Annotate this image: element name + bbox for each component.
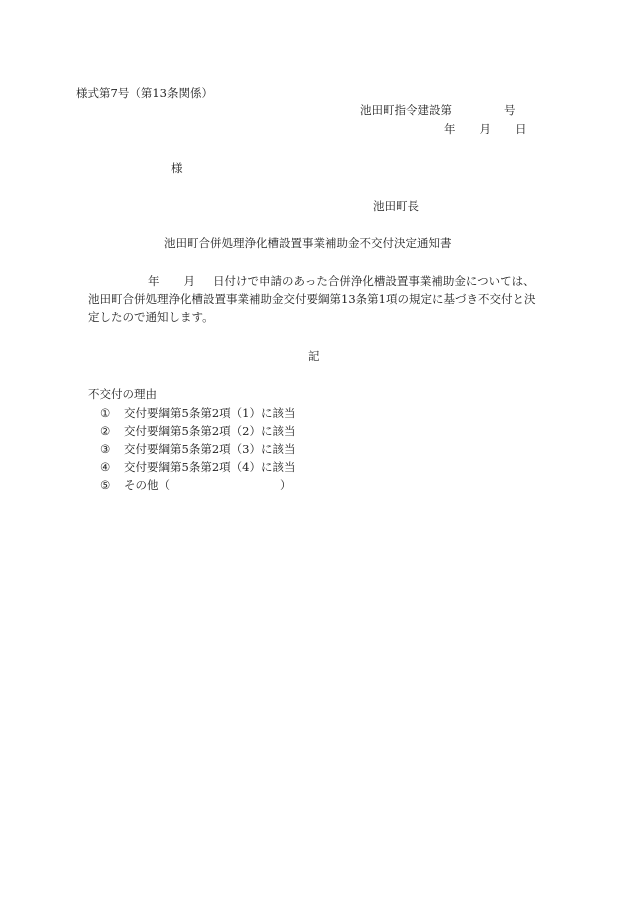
reason-text: 交付要綱第5条第2項（4）に該当 <box>124 460 296 474</box>
reason-item-1 <box>100 406 295 424</box>
document-number <box>360 103 516 117</box>
form-number: 様式第7号（第13条関係） <box>76 86 213 100</box>
issuer-name: 池田町長 <box>373 199 419 213</box>
body-line-3: 定したので通知します。 <box>88 310 214 324</box>
reason-mark: ② <box>100 424 111 438</box>
body-year: 年 <box>148 274 160 288</box>
reason-text: 交付要綱第5条第2項（2）に該当 <box>124 424 296 438</box>
reason-other-label: その他（ <box>124 478 170 492</box>
reason-mark: ③ <box>100 442 111 456</box>
date-day: 日 <box>515 122 527 136</box>
reason-other-close: ） <box>280 478 292 492</box>
body-line-1 <box>88 272 558 290</box>
body-month: 月 <box>183 274 195 288</box>
reason-item-4 <box>100 460 295 478</box>
reason-mark: ① <box>100 406 111 420</box>
ki-marker: 記 <box>308 349 320 363</box>
reason-text: 交付要綱第5条第2項（1）に該当 <box>124 406 296 420</box>
reason-item-other <box>100 478 295 496</box>
notice-body <box>88 272 558 326</box>
reason-mark: ④ <box>100 460 111 474</box>
reason-item-2 <box>100 424 295 442</box>
date-year: 年 <box>444 122 456 136</box>
reason-list <box>100 406 295 496</box>
document-number-suffix: 号 <box>504 103 516 117</box>
recipient-honorific: 様 <box>171 161 183 175</box>
reasons-heading: 不交付の理由 <box>88 387 157 401</box>
date-month: 月 <box>479 122 491 136</box>
body-line-1-text: 日付けで申請のあった合併浄化槽設置事業補助金については、 <box>213 274 535 288</box>
reason-mark: ⑤ <box>100 478 111 492</box>
reason-item-3 <box>100 442 295 460</box>
document-number-prefix: 池田町指令建設第 <box>360 103 452 117</box>
document-date <box>444 122 527 136</box>
reason-text: 交付要綱第5条第2項（3）に該当 <box>124 442 296 456</box>
document-title: 池田町合併処理浄化槽設置事業補助金不交付決定通知書 <box>164 236 452 250</box>
body-line-2: 池田町合併処理浄化槽設置事業補助金交付要綱第13条第1項の規定に基づき不交付と決 <box>88 292 536 306</box>
